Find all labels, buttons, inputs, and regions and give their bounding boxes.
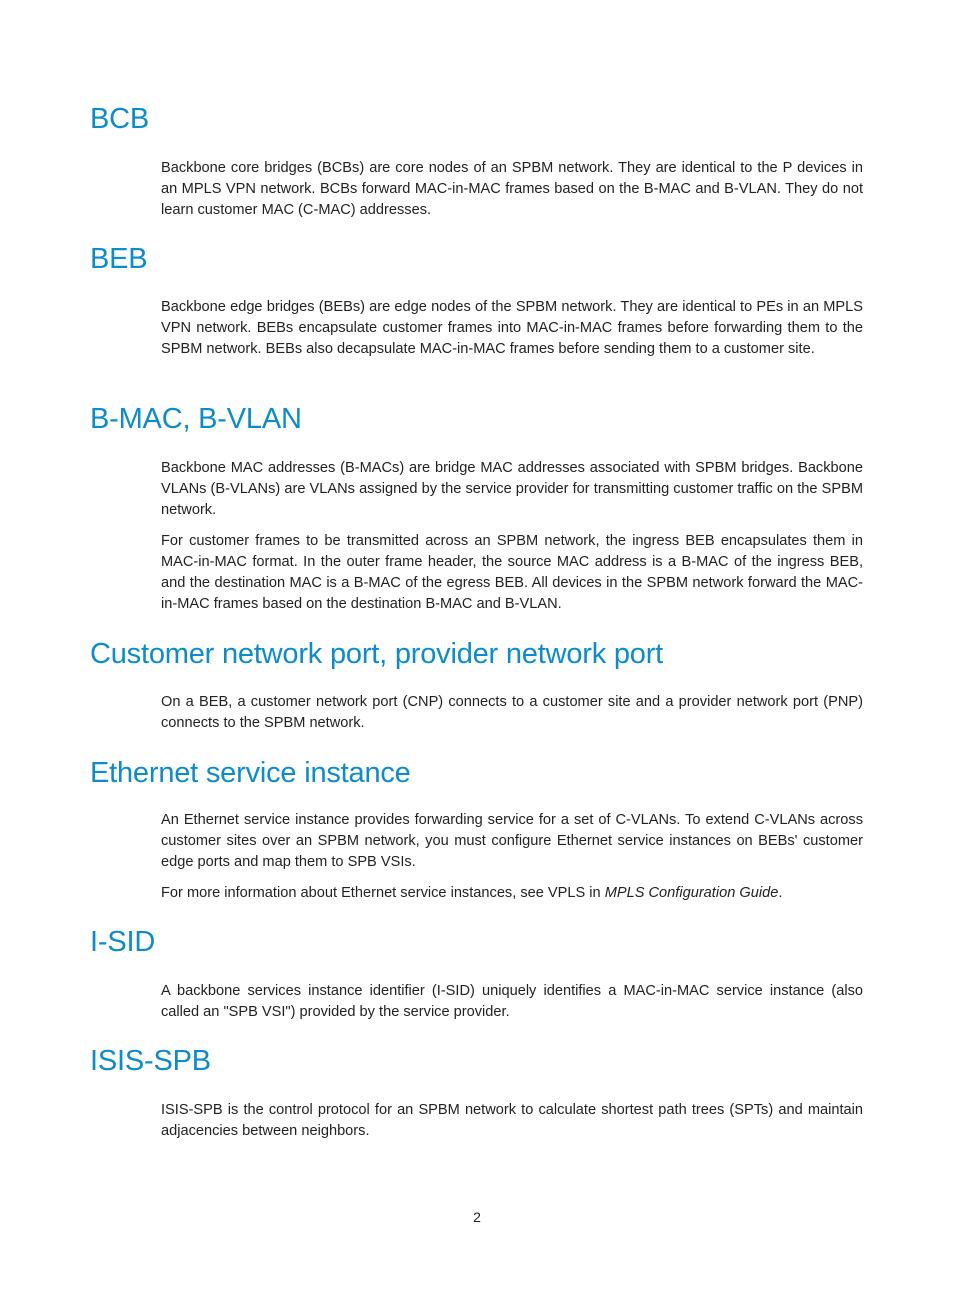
page-number: 2 xyxy=(473,1209,481,1225)
more-info-prefix: For more information about Ethernet service instances, see VPLS in xyxy=(161,885,605,901)
more-info-suffix: . xyxy=(778,885,783,901)
paragraph-bmac-bvlan-2: For customer frames to be transmitted across an SPBM network, the ingress BEB encapsulates them in MAC-in-MAC format. In the outer frame header, the source MAC address is a B-MAC of the ingress BEB, and the destination MAC is a B-MAC of the egress BEB. All devices in the SPBM network forward the MAC-in-MAC frames based on the destination B-MAC and B-VLAN. xyxy=(161,533,863,612)
paragraph-bcb: Backbone core bridges (BCBs) are core nodes of an SPBM network. They are identical to the P devices in an MPLS VPN network. BCBs forward MAC-in-MAC frames based on the B-MAC and B-VLAN. They do not learn customer MAC (C-MAC) addresses. xyxy=(161,160,863,218)
paragraph-isis-spb: ISIS-SPB is the control protocol for an SPBM network to calculate shortest path trees (SPTs) and maintain adjacencies between neighbors. xyxy=(161,1102,863,1139)
section-heading-isid: I-SID xyxy=(90,926,156,958)
section-heading-bmac-bvlan: B-MAC, B-VLAN xyxy=(90,403,302,435)
paragraph-bmac-bvlan-1: Backbone MAC addresses (B-MACs) are bridge MAC addresses associated with SPBM bridges. Backbone VLANs (B-VLANs) are VLANs assigned by the service provider for transmitting customer traffic on the SPBM network. xyxy=(161,460,863,518)
paragraph-beb: Backbone edge bridges (BEBs) are edge nodes of the SPBM network. They are identical to PEs in an MPLS VPN network. BEBs encapsulate customer frames into MAC-in-MAC frames before forwarding them to the SPBM network. BEBs also decapsulate MAC-in-MAC frames before sending them to a customer site. xyxy=(161,299,863,357)
paragraph-more-info xyxy=(161,883,863,904)
paragraph-isid: A backbone services instance identifier (I-SID) uniquely identifies a MAC-in-MAC service instance (also called an "SPB VSI") provided by the service provider. xyxy=(161,983,863,1020)
section-heading-isis-spb: ISIS-SPB xyxy=(90,1045,211,1077)
more-info-guide: MPLS Configuration Guide xyxy=(604,885,779,901)
section-heading-beb: BEB xyxy=(90,243,148,275)
section-heading-ethernet-service-instance: Ethernet service instance xyxy=(90,757,411,789)
paragraph-cnp-pnp: On a BEB, a customer network port (CNP) connects to a customer site and a provider network port (PNP) connects to the SPBM network. xyxy=(161,694,863,731)
paragraph-ethernet-service-instance: An Ethernet service instance provides forwarding service for a set of C-VLANs. To extend C-VLANs across customer sites over an SPBM network, you must configure Ethernet service instances on BEBs' customer edge ports and map them to SPB VSIs. xyxy=(161,812,863,870)
section-heading-bcb: BCB xyxy=(90,103,150,135)
section-heading-cnp-pnp: Customer network port, provider network port xyxy=(90,638,664,670)
